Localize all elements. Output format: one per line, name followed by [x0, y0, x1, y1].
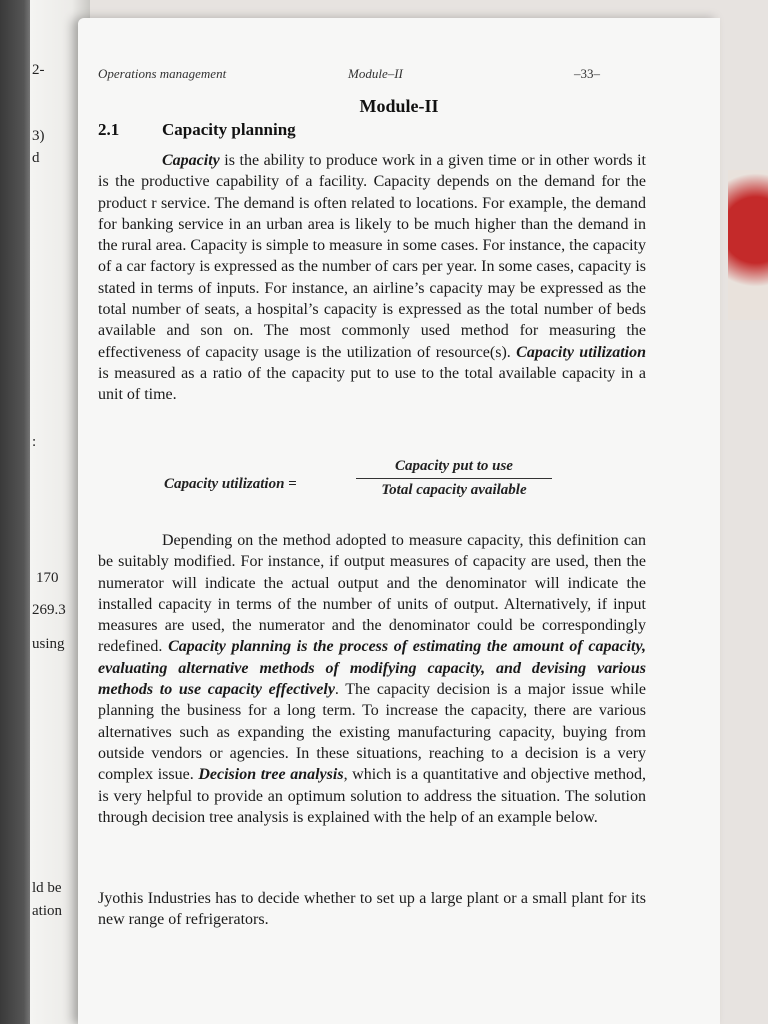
paragraph-text: . The capacity decision is a major issue while planning the business for a long term. To increase the capacity, there are various alternatives such as expanding the existing manufacturing capacity, buying from outside vendors or agencies. In these situations, reaching to a decision is a very complex issue.: [98, 681, 647, 784]
formula-fraction: [356, 458, 552, 499]
prev-page-fragment: 3): [32, 128, 45, 144]
prev-page-fragment: 269.3: [32, 602, 66, 618]
prev-page-fragment: ation: [32, 903, 62, 919]
paragraph-capacity-definition: [98, 150, 646, 406]
header-book-title: Operations management: [98, 66, 227, 81]
prev-page-fragment: :: [32, 434, 37, 450]
background-surface: [0, 0, 37, 1024]
prev-page-fragment: using: [32, 636, 65, 652]
paragraph-text: Depending on the method adopted to measure capacity, this definition can be suitably modified. For instance, if output measures of capacity are used, then the numerator will indicate the actual output and the denominator will indicate the installed capacity in terms of the number of units of output. Alternatively, if input measures are used, the numerator and the denominator could be correspondingly redefined.: [98, 532, 646, 656]
paragraph-text: is the ability to produce work in a given time or in other words it is the productive capability of a facility. Capacity depends on the demand for the product r service. The demand is often related to locations. For example, the demand for banking service in an urban area is likely to be much higher than the demand in the rural area. Capacity is simple to measure in some cases. For instance, the capacity of a car factory is expressed as the number of cars per year. In some cases, capacity is stated in terms of inputs. For instance, an airline’s capacity may be expressed as the total number of seats, a hospital’s capacity is expressed as the total number of beds available and son on. The most commonly used method for measuring the effectiveness of capacity usage is the utilization of resource(s).: [98, 152, 646, 361]
page-number: –33–: [574, 66, 600, 81]
formula-denominator: Total capacity available: [381, 482, 527, 498]
running-header: [98, 66, 680, 86]
term-capacity: Capacity: [162, 152, 220, 169]
page-title: Module-II: [359, 96, 439, 116]
term-decision-tree-analysis: Decision tree analysis: [198, 766, 344, 784]
section-title: Capacity planning: [162, 120, 296, 139]
prev-page-fragment: 170: [36, 570, 59, 586]
book-page: [78, 18, 720, 1024]
term-capacity-utilization: Capacity utilization: [516, 343, 646, 361]
formula-lhs: Capacity utilization =: [164, 476, 297, 492]
definition-capacity-planning: Capacity planning is the process of estimating the amount of capacity, evaluating alternative methods of modifying capacity, and devising various methods to use capacity effectively: [98, 638, 646, 699]
prev-page-fragment: 2-: [32, 62, 45, 78]
header-module: Module–II: [348, 66, 403, 81]
paragraph-example: Jyothis Industries has to decide whether to set up a large plant or a small plant for its new range of refrigerators.: [98, 890, 646, 929]
paragraph-capacity-planning: [98, 530, 646, 828]
formula-numerator: Capacity put to use: [356, 458, 552, 479]
prev-page-fragment: d: [32, 150, 40, 166]
prev-page-fragment: ld be: [32, 880, 62, 896]
section-number: 2.1: [98, 120, 120, 139]
background-object: [728, 170, 768, 320]
paragraph-text: , which is a quantitative and objective method, is very helpful to provide an optimum solution to address the situation. The solution through decision tree analysis is explained with the help of an example below.: [98, 766, 647, 826]
paragraph-text: is measured as a ratio of the capacity put to use to the total available capacity in a unit of time.: [98, 364, 646, 404]
section-heading: [98, 120, 296, 140]
